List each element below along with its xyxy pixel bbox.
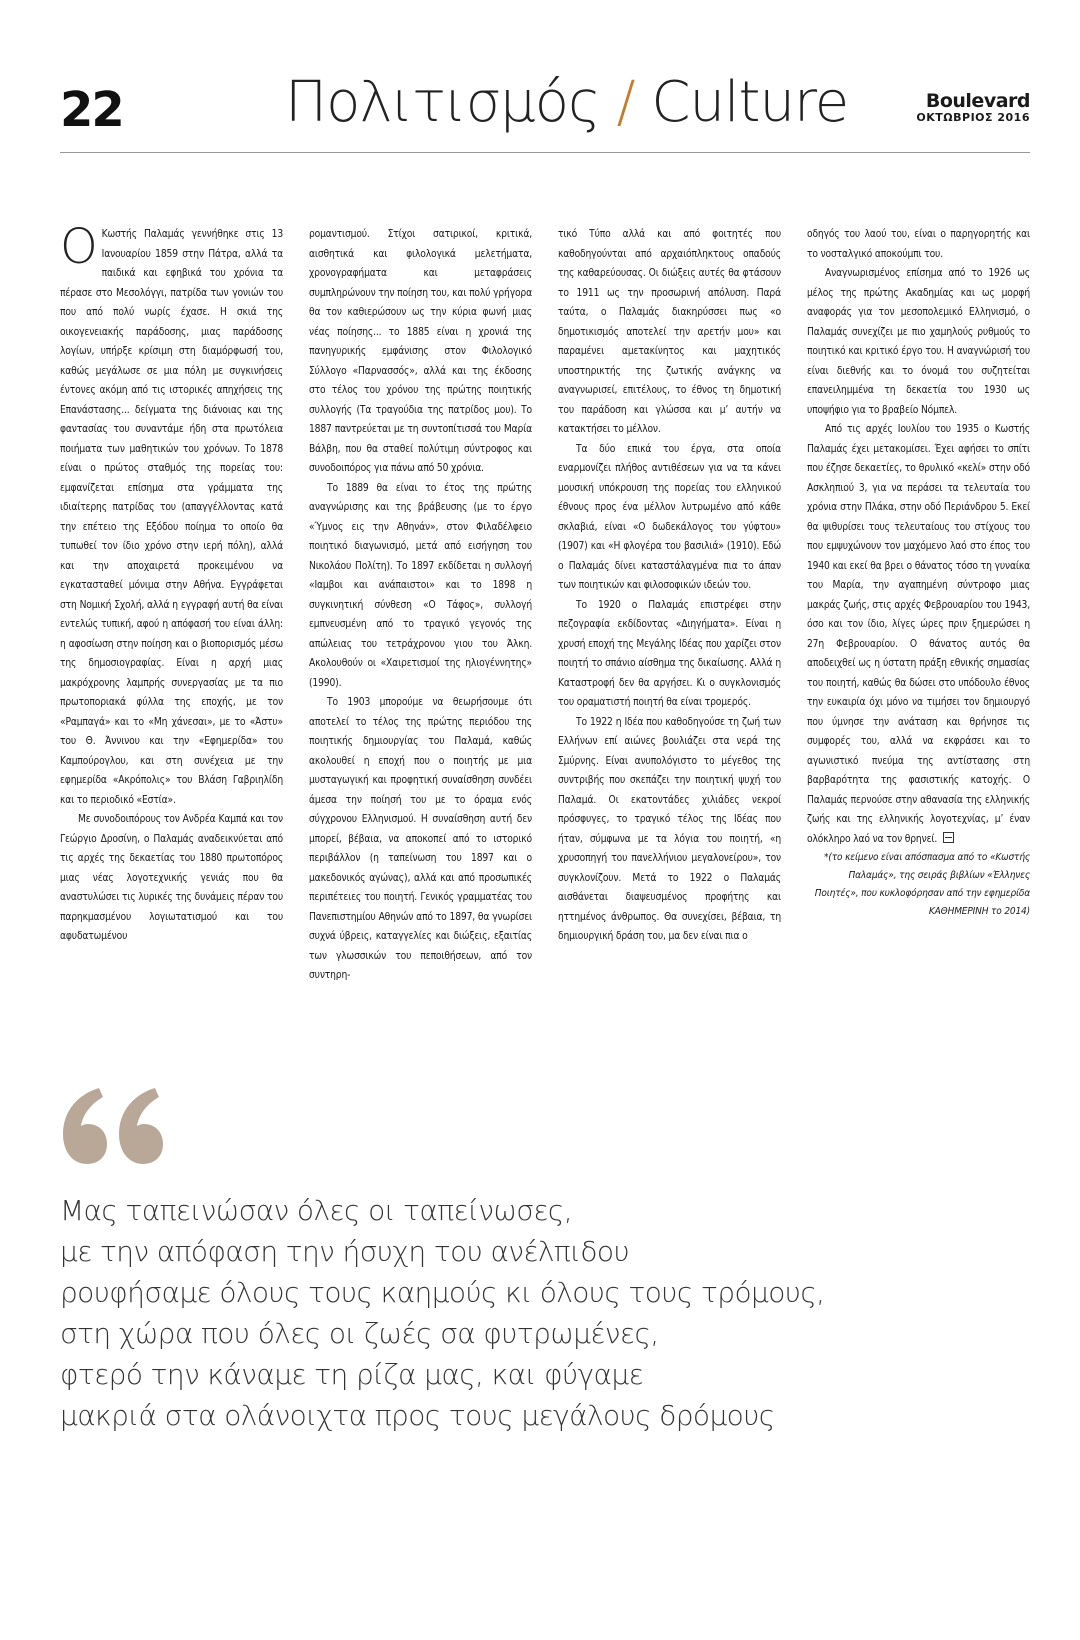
page-number: 22: [60, 82, 123, 138]
article-body: [60, 219, 1030, 1055]
article-paragraph: τικό Τύπο αλλά και από φοιτητές που καθοδηγούνται από αρχαιόπληκτους οπαδούς της καθαρεύουσας. Οι διώξεις αυτές θα φτάσουν το 1911 ως την προσωρινή απόλυση. Παρά ταύτα, ο Παλαμάς διακηρύσσει πως «ο δημοτικισμός αποτελεί την αρετήν μου» και παραμένει αμετακίνητος και μαχητικός υποστηρικτής της ζωτικής ανάγκης να αναγνωρισεί, επιτέλους, το έθνος τη δημοτική του παράδοση και γλώσσα και μ’ αυτήν να κατακτήσει το μέλλον.: [558, 229, 781, 435]
article-column-1: [60, 219, 283, 1055]
section-title-separator: /: [616, 70, 635, 135]
article-paragraph: [60, 219, 283, 810]
article-credit: *(το κείμενο είναι απόσπασμα από το «Κωστής Παλαμάς», της σειράς βιβλίων «Έλληνες Ποιητές», που κυκλοφόρησαν από την εφημερίδα ΚΑΘΗΜΕΡΙΝΗ το 2014): [814, 852, 1030, 917]
quote-line: με την απόφαση την ήσυχη του ανέλπιδου: [60, 1235, 630, 1268]
article-paragraph: Το 1920 ο Παλαμάς επιστρέφει στην πεζογραφία εκδίδοντας «Διηγήματα». Είναι η χρυσή εποχή της Μεγάλης Ιδέας που χαρίζει στον ποιητή το σπάνιο αίσθημα της δικαίωσης. Αλλά η Καταστροφή δεν θα αργήσει. Κι ο συγκλονισμός του οραματιστή ποιητή θα είναι τρομερός.: [558, 599, 781, 708]
end-of-article-icon: [943, 832, 954, 843]
article-column-3: [558, 225, 781, 1055]
article-paragraph: Το 1922 η Ιδέα που καθοδηγούσε τη ζωή των Ελλήνων επί αιώνες βουλιάζει στα νερά της Σμύρνης. Είναι ανυπολόγιστο το μέγεθος της συντριβής που σκεπάζει την ποιητική ψυχή του Παλαμά. Οι εκατοντάδες χιλιάδες νεκροί πρόσφυγες, το τραγικό τέλος της Ιδέας που ήταν, σύμφωνα με τα λόγια του ποιητή, «η χρυσοπηγή του πανελλήνιου μεγαλονείρου», τον συγκλονίζουν. Μετά το 1922 ο Παλαμάς αισθάνεται διαψευσμένος προφήτης και ηττημένος άνθρωπος. Θα συνεχίσει, βέβαια, τη δημιουργική δράση του, μα δεν είναι πια ο: [558, 716, 781, 942]
paragraph-text: Κωστής Παλαμάς γεννήθηκε στις 13 Ιανουαρίου 1859 στην Πάτρα, αλλά τα παιδικά και εφηβικά του χρόνια τα πέρασε στο Μεσολόγγι, πατρίδα των γονιών του που από πολύ νωρίς έχασε. Η σκιά της οικογενειακής παράδοσης, μιας παράδοσης λογίων, υπήρξε κρίσιμη στη διαμόρφωσή του, καθώς μεγάλωσε σε μια πόλη με συγκινήσεις έντονες ακόμη από τις ιστορικές απηχήσεις της Επανάστασης... δείγματα της διάνοιας και της φαντασίας του συναντάμε ήδη στα πρωτόλεια ποιήματα των μαθητικών του χρόνων. Το 1878 είναι ο πρώτος σταθμός της πορείας του: εμφανίζεται επίσημα στα γράμματα της ιδιαίτερης πατρίδας του (απαγγέλλοντας κατά την επέτειο της Εξόδου ποίημα το οποίο θα τυπωθεί τον ίδιο χρόνο στην ιερή πόλη), αλλά και την αποχαιρετά προκειμένου να εγκατασταθεί μόνιμα στην Αθήνα. Εγγράφεται στη Νομική Σχολή, αλλά η εγγραφή αυτή θα είναι εντελώς τυπική, αφού η απόφασή του είναι άλλη: η αφοσίωση στην ποίηση και ο βιοπορισμός μέσω της δημοσιογραφίας. Είναι η αρχή μιας μακρόχρονης λαμπρής συνεργασίας με τα πιο πρωτοποριακά φύλλα της εποχής, με τον «Ραμπαγά» και το «Μη χάνεσαι», με το «Άστυ» του Θ. Άννινου και την «Εφημερίδα» του Καμπούρογλου, και στη συνέχεια με την εφημερίδα «Ακρόπολις» του Βλάση Γαβριηλίδη και το περιοδικό «Εστία».: [60, 229, 283, 806]
article-column-2: [309, 225, 532, 1055]
article-paragraph: Το 1889 θα είναι το έτος της πρώτης αναγνώρισης και της βράβευσης (με το έργο «Ύμνος εις την Αθηνάν», στον Φιλαδέλφειο ποιητικό διαγωνισμό, μετά από εισήγηση του Νικολάου Πολίτη). Το 1897 εκδίδεται η συλλογή «Ιαμβοι και ανάπαιστοι» και το 1898 η συγκινητική σύνθεση «Ο Τάφος», συλλογή εμπνευσμένη από το τραγικό γεγονός της απώλειας του τετράχρονου γιου του Άλκη. Ακολουθούν οι «Χαιρετισμοί της ηλιογέννητης» (1990).: [309, 482, 532, 689]
section-title-greek: Πολιτισμός: [285, 70, 600, 135]
quote-line: Μας ταπεινώσαν όλες οι ταπείνωσες,: [60, 1194, 573, 1227]
article-paragraph: [807, 420, 1030, 849]
issue-date: ΟΚΤΩΒΡΙΟΣ 2016: [916, 111, 1030, 124]
page-header: [60, 70, 1030, 150]
paragraph-text: Από τις αρχές Ιουλίου του 1935 ο Κωστής Παλαμάς έχει μετακομίσει. Έχει αφήσει το σπίτι που έζησε δεκαετίες, το θρυλικό «κελί» στην οδό Ασκληπιού 3, για να περάσει τα τελευταία του χρόνια στην Πλάκα, στην οδό Περιάνδρου 5. Εκεί θα ψιθυρίσει τους τελευταίους του στίχους του που εμψυχώνουν τον μαχόμενο λαό στο έπος του 1940 και εκεί θα βρει ο θάνατος τόσο τη γυναίκα του Μαρία, την αγαπημένη σύντροφο μιας μακράς ζωής, στις αρχές Φεβρουαρίου του 1943, όσο και τον ίδιο, λίγες ώρες πριν ξημερώσει η 27η Φεβρουαρίου. Ο θάνατος αυτός θα αποδειχθεί ως η ύστατη πράξη εθνικής σημασίας του ποιητή, καθώς θα δώσει στο υπόδουλο έθνος την ευκαιρία όχι μόνο να τιμήσει τον δημιουργό που ύμνησε την ανάταση και θρήνησε τις συμφορές του, αλλά να εκφράσει και το αγωνιστικό πνεύμα της αντίστασης στη βαρβαρότητα της φασιστικής κατοχής. Ο Παλαμάς περνούσε στην αθανασία της ελληνικής ζωής και της ελληνικής λογοτεχνίας, μ’ έναν ολόκληρο λαό να τον θρηνεί.: [807, 424, 1030, 845]
article-paragraph: Το 1903 μπορούμε να θεωρήσουμε ότι αποτελεί το τέλος της πρώτης περιόδου της ποιητικής δημιουργίας του Παλαμά, καθώς ακολουθεί η εποχή που ο ποιητής με μια μυσταγωγική και προφητική συναίσθηση συνδέει άμεσα την ποίησή του με το όραμα ενός σύγχρονου Ελληνισμού. Η συναίσθηση αυτή δεν μπορεί, βέβαια, να αποκοπεί από το ιστορικό περιβάλλον (η ταπείνωση του 1897 και ο μακεδονικός αγώνας), αλλά και από προσωπικές περιπέτειες του ποιητή. Γενικός γραμματέας του Πανεπιστημίου Αθηνών από το 1897, θα γνωρίσει συχνά ύβρεις, καταγγελίες και διώξεις, εξαιτίας των γλωσσικών του πεποιθήσεων, από τον συντηρη-: [309, 697, 532, 981]
quote-line: μακριά στα ολάνοιχτα προς τους μεγάλους δρόμους: [60, 1399, 775, 1432]
quote-line: ρουφήσαμε όλους τους καημούς κι όλους τους τρόμους,: [60, 1276, 825, 1309]
masthead: [916, 92, 1030, 124]
article-paragraph: οδηγός του λαού του, είναι ο παρηγορητής και το νοσταλγικό αποκούμπι του.: [807, 229, 1030, 260]
article-column-4: [807, 225, 1030, 1055]
article-paragraph: ρομαντισμού. Στίχοι σατιρικοί, κριτικά, αισθητικά και φιλολογικά μελετήματα, χρονογραφήματα και μεταφράσεις συμπληρώνουν την ποίηση του, και πολύ γρήγορα θα τον καθιερώσουν ως την κύρια φωνή μιας νέας ποίησης... το 1885 είναι η χρονιά της πανηγυρικής εμφάνισης στον Φιλολογικό Σύλλογο «Παρνασσός», αλλά και της έκδοσης στο τέλος του χρόνου της πρώτης ποιητικής συλλογής (Τα τραγούδια της πατρίδος μου). Το 1887 παντρεύεται με τη συντοπίτισσά του Μαρία Βάλβη, που θα σταθεί πολύτιμη σύντροφος και συνοδοιπόρος για πάνω από 50 χρόνια.: [309, 229, 532, 474]
pull-quote: [60, 1190, 1020, 1436]
header-rule: [60, 152, 1030, 153]
section-title-english: Culture: [651, 70, 849, 135]
quote-line: στη χώρα που όλες οι ζωές σα φυτρωμένες,: [60, 1317, 659, 1350]
quote-line: φτερό την κάναμε τη ρίζα μας, και φύγαμε: [60, 1358, 644, 1391]
article-paragraph: Αναγνωρισμένος επίσημα από το 1926 ως μέλος της πρώτης Ακαδημίας και ως μορφή αναφοράς για τον μεσοπολεμικό Ελληνισμό, ο Παλαμάς συνεχίζει με πιο χαμηλούς ρυθμούς το ποιητικό και κριτικό έργο του. Η αναγνώρισή του είναι διεθνής και το όνομά του συζητείται επανειλημμένα τη δεκαετία του 1930 ως υποψήφιο για το βραβείο Νόμπελ.: [807, 268, 1030, 416]
quotation-mark-icon: [55, 1080, 165, 1170]
section-title: [285, 70, 849, 135]
article-paragraph: Τα δύο επικά του έργα, στα οποία εναρμονίζει πλήθος αντιθέσεων για να τα κάνει μουσική υπόκρουση της πορείας του ελληνικού έθνους προς ένα μέλλον λυτρωμένο από κάθε σκλαβιά, είναι «Ο δωδεκάλογος του γύφτου» (1907) και «Η φλογέρα του βασιλιά» (1910). Εδώ ο Παλαμάς δίνει καταστάλαγμένα πια το άπαν των ποιητικών και φιλοσοφικών ιδεών του.: [558, 443, 781, 591]
article-paragraph: Με συνοδοιπόρους τον Ανδρέα Καμπά και τον Γεώργιο Δροσίνη, ο Παλαμάς αναδεικνύεται από τις αρχές της δεκαετίας του 1880 πρωτοπόρος μιας νέας λογοτεχνικής γενιάς που θα αναστυλώσει τις λυρικές της δυνάμεις πέραν του παρηκμασμένου λογιωτατισμού και του αφυδατωμένου: [60, 814, 283, 942]
drop-cap: Ο: [60, 219, 98, 275]
brand-name: Boulevard: [925, 90, 1030, 112]
